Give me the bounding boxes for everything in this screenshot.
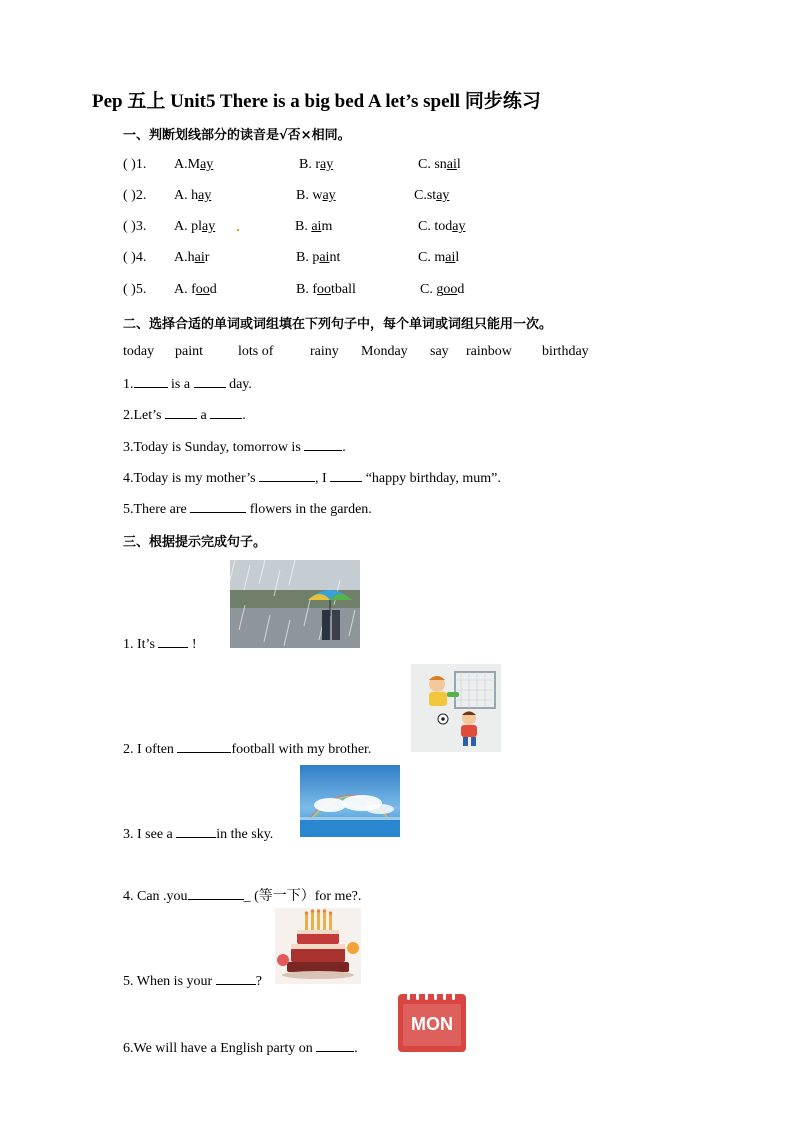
question-2: 2. I often football with my brother. (123, 742, 372, 757)
calendar-icon (398, 990, 466, 1052)
section3-heading: 三、根据提示完成句子。 (123, 535, 267, 550)
question-5: 5. When is your ? (123, 974, 262, 989)
fill-sentence-4: 4.Today is my mother’s , I “happy birthday, mum”. (123, 471, 501, 486)
word-today: today (123, 344, 155, 359)
option-a: A. play (174, 219, 216, 234)
question-4: 4. Can .you _ (等一下）for me?. (123, 889, 362, 904)
word-rainbow: rainbow (466, 344, 512, 359)
option-b: B. football (296, 282, 356, 297)
answer-blank[interactable] (194, 375, 226, 388)
answer-paren[interactable]: ( )2. (123, 188, 147, 203)
fill-sentence-3: 3.Today is Sunday, tomorrow is . (123, 440, 346, 455)
word-paint: paint (175, 344, 203, 359)
football-image (411, 664, 501, 752)
answer-blank[interactable] (330, 469, 362, 482)
answer-blank[interactable] (304, 438, 342, 451)
rainy-day-image (230, 560, 360, 648)
fill-sentence-5: 5.There are flowers in the garden. (123, 502, 372, 517)
answer-blank[interactable] (190, 500, 246, 513)
option-b: B. paint (296, 250, 341, 265)
option-c: C. today (418, 219, 466, 234)
fill-sentence-1: 1. is a day. (123, 377, 252, 392)
option-b: B. way (296, 188, 336, 203)
rainbow-image (300, 765, 400, 837)
word-say: say (430, 344, 449, 359)
calendar-text: MON (411, 1014, 453, 1034)
option-a: A.hair (174, 250, 210, 265)
fill-sentence-2: 2.Let’s a . (123, 408, 246, 423)
answer-paren[interactable]: ( )4. (123, 250, 147, 265)
answer-blank[interactable] (210, 406, 242, 419)
option-c: C. mail (418, 250, 460, 265)
stray-dot (237, 229, 239, 231)
answer-blank[interactable] (259, 469, 315, 482)
answer-blank[interactable] (216, 972, 256, 985)
birthday-cake-image (275, 908, 361, 984)
answer-blank[interactable] (158, 635, 188, 648)
section1-heading: 一、判断划线部分的读音是√否×相同。 (123, 128, 351, 143)
answer-paren[interactable]: ( )5. (123, 282, 147, 297)
answer-blank[interactable] (177, 740, 231, 753)
section2-heading: 二、选择合适的单词或词组填在下列句子中，每个单词或词组只能用一次。 (123, 317, 553, 332)
answer-blank[interactable] (134, 375, 168, 388)
option-b: B. aim (295, 219, 333, 234)
word-rainy: rainy (310, 344, 339, 359)
question-1: 1. It’s ! (123, 637, 197, 652)
option-a: A.May (174, 157, 214, 172)
option-b: B. ray (299, 157, 334, 172)
answer-paren[interactable]: ( )1. (123, 157, 147, 172)
answer-blank[interactable] (165, 406, 197, 419)
word-birthday: birthday (542, 344, 589, 359)
option-c: C. snail (418, 157, 461, 172)
answer-blank[interactable] (176, 825, 216, 838)
option-c: C.stay (414, 188, 450, 203)
word-lots-of: lots of (238, 344, 274, 359)
answer-paren[interactable]: ( )3. (123, 219, 147, 234)
question-6: 6.We will have a English party on . (123, 1041, 358, 1056)
option-a: A. hay (174, 188, 212, 203)
answer-blank[interactable] (188, 887, 244, 900)
word-monday: Monday (361, 344, 408, 359)
question-3: 3. I see a in the sky. (123, 827, 274, 842)
answer-blank[interactable] (316, 1039, 354, 1052)
page-title: Pep 五上 Unit5 There is a big bed A let’s spell 同步练习 (92, 91, 541, 112)
option-a: A. food (174, 282, 217, 297)
option-c: C. good (420, 282, 465, 297)
